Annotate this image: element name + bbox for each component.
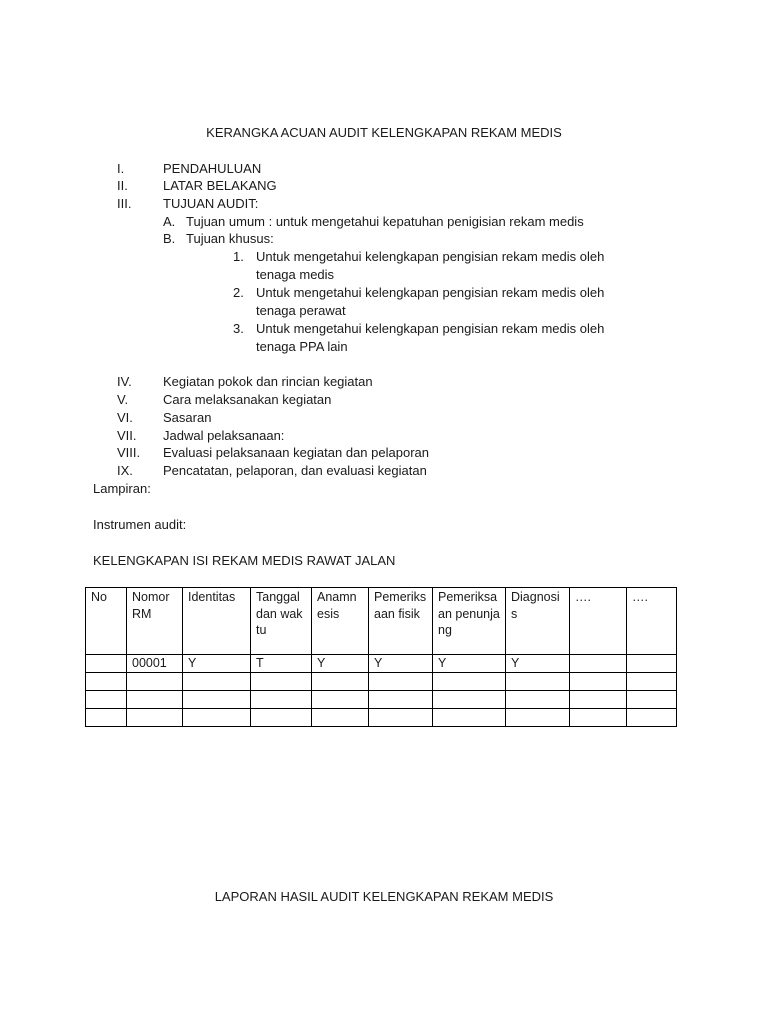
audit-table <box>85 587 677 727</box>
objective-number: 2. <box>233 285 244 300</box>
section-number: VII. <box>117 428 137 443</box>
table-cell <box>570 655 627 673</box>
table-cell <box>570 691 627 709</box>
section-text: PENDAHULUAN <box>163 161 262 176</box>
table-header-cell: Identitas <box>183 588 251 655</box>
table-header-cell: Pemeriksaan penunjang <box>433 588 506 655</box>
table-header-cell: Nomor RM <box>127 588 183 655</box>
report-title: LAPORAN HASIL AUDIT KELENGKAPAN REKAM MEDIS <box>214 889 554 904</box>
table-row <box>86 691 677 709</box>
table-cell <box>127 673 183 691</box>
table-cell <box>312 709 369 727</box>
table-cell <box>183 709 251 727</box>
section-text: TUJUAN AUDIT: <box>163 196 259 211</box>
table-cell <box>86 709 127 727</box>
table-cell <box>127 709 183 727</box>
table-cell <box>369 673 433 691</box>
table-cell <box>627 673 677 691</box>
table-cell <box>86 655 127 673</box>
table-header-cell: No <box>86 588 127 655</box>
table-header-cell: …. <box>570 588 627 655</box>
sub-text: Tujuan umum : untuk mengetahui kepatuhan penigisian rekam medis <box>186 214 584 229</box>
table-header-cell: Anamnesis <box>312 588 369 655</box>
table-cell <box>570 709 627 727</box>
table-cell <box>627 709 677 727</box>
table-cell <box>86 691 127 709</box>
lampiran-label: Lampiran: <box>93 481 151 496</box>
table-cell <box>506 691 570 709</box>
table-header-row <box>86 588 677 655</box>
table-cell <box>251 673 312 691</box>
table-cell <box>506 673 570 691</box>
table-cell <box>627 655 677 673</box>
sub-letter: B. <box>163 231 176 246</box>
table-cell: T <box>251 655 312 673</box>
section-number: I. <box>117 161 125 176</box>
section-text: Jadwal pelaksanaan: <box>163 428 285 443</box>
table-cell <box>183 691 251 709</box>
table-cell: Y <box>433 655 506 673</box>
section-number: IX. <box>117 463 133 478</box>
table-cell <box>433 673 506 691</box>
objective-line: Untuk mengetahui kelengkapan pengisian rekam medis oleh <box>256 285 605 300</box>
table-cell <box>570 673 627 691</box>
table-cell: Y <box>369 655 433 673</box>
objective-number: 1. <box>233 249 244 264</box>
objective-line: tenaga PPA lain <box>256 339 348 354</box>
table-title: KELENGKAPAN ISI REKAM MEDIS RAWAT JALAN <box>93 553 396 568</box>
table-cell: Y <box>183 655 251 673</box>
section-text: Kegiatan pokok dan rincian kegiatan <box>163 374 373 389</box>
table-cell: 00001 <box>127 655 183 673</box>
table-cell <box>312 673 369 691</box>
table-cell <box>627 691 677 709</box>
table-cell <box>433 691 506 709</box>
section-number: V. <box>117 392 129 407</box>
objective-line: tenaga perawat <box>256 303 346 318</box>
table-header-cell: Pemeriksaan fisik <box>369 588 433 655</box>
table-cell <box>433 709 506 727</box>
table-cell <box>251 691 312 709</box>
section-text: Sasaran <box>163 410 212 425</box>
table-cell: Y <box>312 655 369 673</box>
table-row <box>86 709 677 727</box>
section-text: Pencatatan, pelaporan, dan evaluasi kegiatan <box>163 463 427 478</box>
section-text: Cara melaksanakan kegiatan <box>163 392 332 407</box>
table-cell <box>86 673 127 691</box>
table-row <box>86 655 677 673</box>
table-cell <box>312 691 369 709</box>
document-title: KERANGKA ACUAN AUDIT KELENGKAPAN REKAM MEDIS <box>206 125 562 140</box>
section-number: II. <box>117 178 128 193</box>
table-row <box>86 673 677 691</box>
sub-text: Tujuan khusus: <box>186 231 274 246</box>
section-text: Evaluasi pelaksanaan kegiatan dan pelaporan <box>163 445 429 460</box>
table-cell <box>506 709 570 727</box>
table-header-cell: …. <box>627 588 677 655</box>
sub-letter: A. <box>163 214 176 229</box>
instrumen-label: Instrumen audit: <box>93 517 187 532</box>
table-cell <box>369 709 433 727</box>
table-header-cell: Tanggal dan waktu <box>251 588 312 655</box>
objective-line: tenaga medis <box>256 267 335 282</box>
objective-line: Untuk mengetahui kelengkapan pengisian rekam medis oleh <box>256 249 605 264</box>
section-number: VI. <box>117 410 133 425</box>
section-text: LATAR BELAKANG <box>163 178 277 193</box>
table-cell <box>369 691 433 709</box>
section-number: IV. <box>117 374 132 389</box>
table-header-cell: Diagnosis <box>506 588 570 655</box>
section-number: III. <box>117 196 132 211</box>
table-cell <box>183 673 251 691</box>
table-cell <box>127 691 183 709</box>
table-cell: Y <box>506 655 570 673</box>
objective-line: Untuk mengetahui kelengkapan pengisian rekam medis oleh <box>256 321 605 336</box>
table-cell <box>251 709 312 727</box>
objective-number: 3. <box>233 321 244 336</box>
section-number: VIII. <box>117 445 141 460</box>
